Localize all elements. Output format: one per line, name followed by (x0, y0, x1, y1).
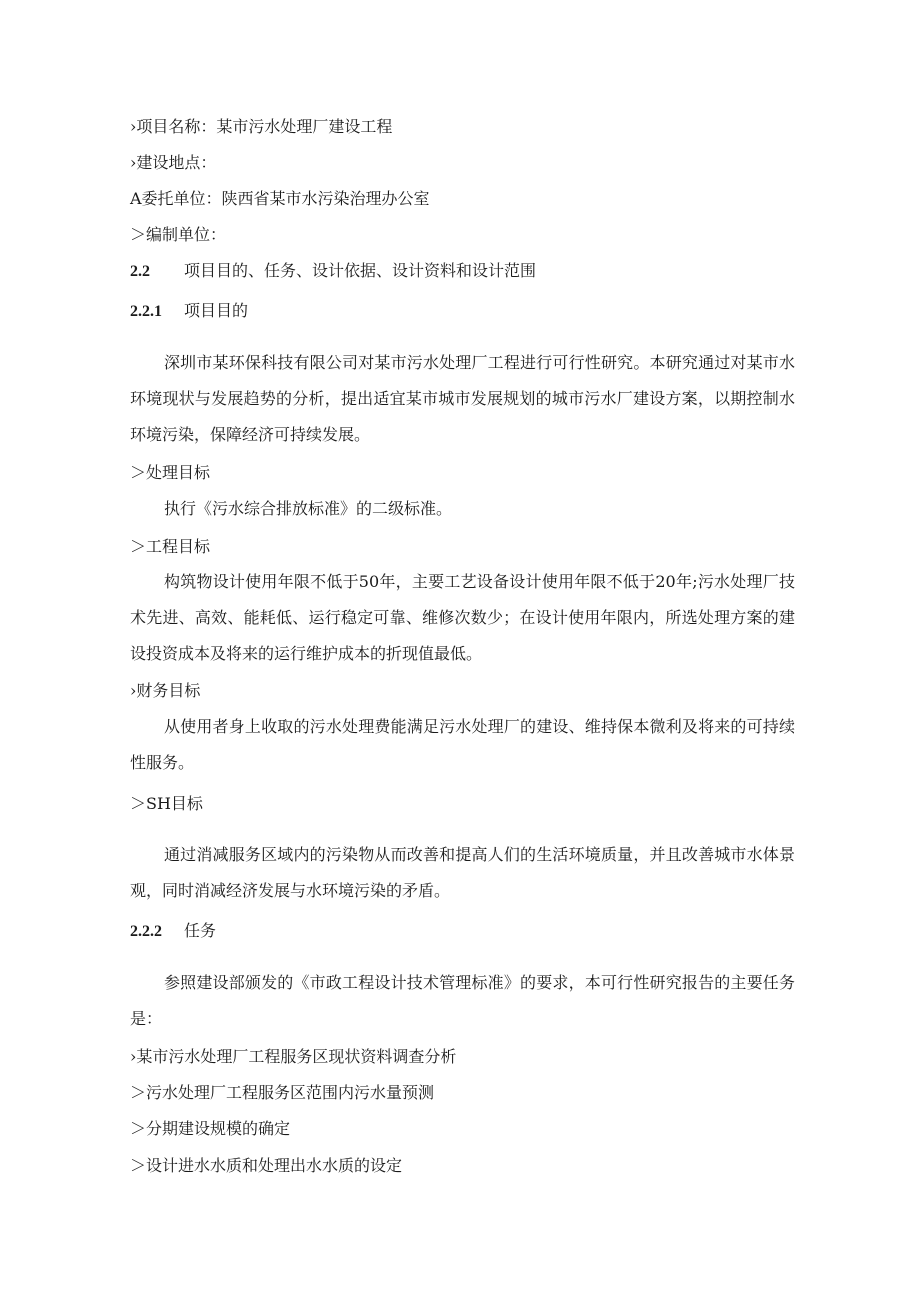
section-number: 2.2.2 (130, 923, 162, 940)
construction-site-line: ›建设地点： (130, 153, 217, 172)
project-name-line: ›项目名称：某市污水处理厂建设工程 (130, 117, 393, 136)
sh-goal-heading: ＞SH目标 (130, 794, 203, 813)
treatment-goal-text: 执行《污水综合排放标准》的二级标准。 (164, 499, 453, 518)
financial-goal-heading: ›财务目标 (130, 681, 201, 700)
treatment-goal-heading: ＞处理目标 (130, 463, 211, 482)
financial-goal-text: 从使用者身上收取的污水处理费能满足污水处理厂的建设、维持保本微利及将来的可持续性服务。 (130, 717, 795, 772)
section-title: 任务 (184, 921, 217, 940)
sh-goal-text: 通过消减服务区域内的污染物从而改善和提高人们的生活环境质量，并且改善城市水体景观，同时消减经济发展与水环境污染的矛盾。 (130, 845, 795, 900)
task-item: ＞分期建设规模的确定 (130, 1119, 291, 1138)
engineering-goal-text: 构筑物设计使用年限不低于50年，主要工艺设备设计使用年限不低于20年;污水处理厂技术先进、高效、能耗低、运行稳定可靠、维修次数少；在设计使用年限内，所选处理方案的建设投资成本及将来的运行维护成本的折现值最低。 (130, 572, 795, 663)
compiler-line: ＞编制单位： (130, 225, 227, 244)
engineering-goal-heading: ＞工程目标 (130, 537, 211, 556)
section-heading-2-2-1 (130, 301, 248, 322)
task-item: ›某市污水处理厂工程服务区现状资料调查分析 (130, 1047, 457, 1066)
client-line: A委托单位：陕西省某市水污染治理办公室 (130, 189, 430, 208)
section-number: 2.2.1 (130, 303, 162, 320)
task-item: ＞污水处理厂工程服务区范围内污水量预测 (130, 1083, 435, 1102)
section-heading-2-2 (130, 261, 536, 282)
section-heading-2-2-2 (130, 921, 216, 942)
purpose-paragraph: 深圳市某环保科技有限公司对某市污水处理厂工程进行可行性研究。本研究通过对某市水环境现状与发展趋势的分析，提出适宜某市城市发展规划的城市污水厂建设方案，以期控制水环境污染，保障经济可持续发展。 (130, 353, 795, 444)
task-item: ＞设计进水水质和处理出水水质的设定 (130, 1156, 403, 1175)
section-number: 2.2 (130, 263, 150, 280)
section-title: 项目目的、任务、设计依据、设计资料和设计范围 (184, 261, 537, 280)
task-paragraph: 参照建设部颁发的《市政工程设计技术管理标准》的要求，本可行性研究报告的主要任务是： (130, 973, 795, 1028)
section-title: 项目目的 (184, 301, 249, 320)
